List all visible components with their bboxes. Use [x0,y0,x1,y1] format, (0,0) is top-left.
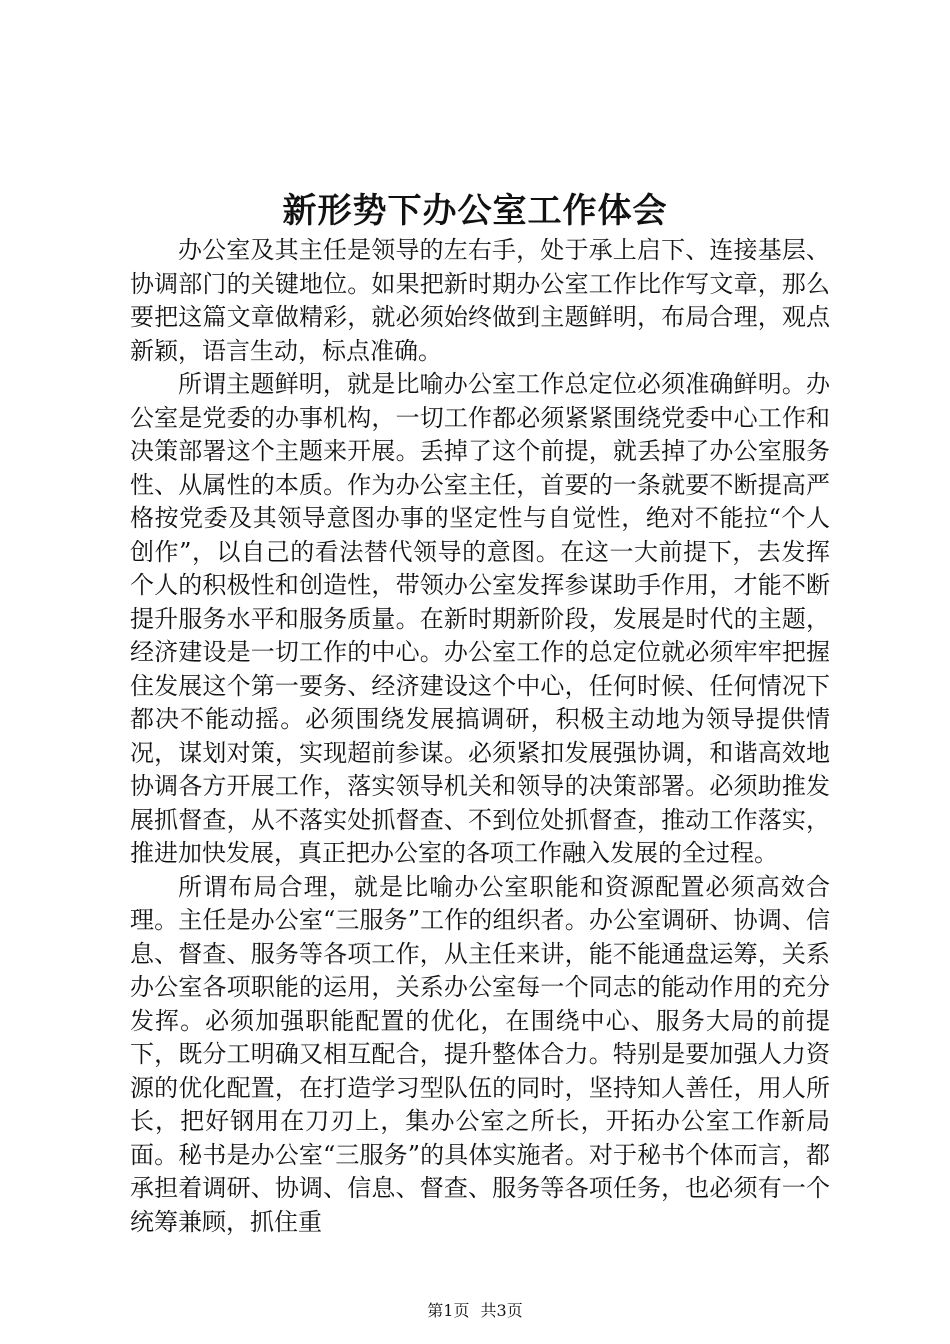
page-number-total: 共3页 [480,1301,523,1320]
document-title: 新形势下办公室工作体会 [282,191,668,231]
page-number-current: 第1页 [427,1301,470,1320]
paragraph-layout: 所谓布局合理，就是比喻办公室职能和资源配置必须高效合理。主任是办公室“三服务”工作的组织者。办公室调研、协调、信息、督查、服务等各项工作，从主任来讲，能不能通盘运筹，关系办公室各项职能的运用，关系办公室每一个同志的能动作用的充分发挥。必须加强职能配置的优化，在围绕中心、服务大局的前提下，既分工明确又相互配合，提升整体合力。特别是要加强人力资源的优化配置，在打造学习型队伍的同时，坚持知人善任，用人所长，把好钢用在刀刃上，集办公室之所长，开拓办公室工作新局面。秘书是办公室“三服务”的具体实施者。对于秘书个体而言，都承担着调研、协调、信息、督查、服务等各项任务，也必须有一个统筹兼顾，抓住重 [130,872,830,1236]
paragraph-theme: 所谓主题鲜明，就是比喻办公室工作总定位必须准确鲜明。办公室是党委的办事机构，一切工作都必须紧紧围绕党委中心工作和决策部署这个主题来开展。丢掉了这个前提，就丢掉了办公室服务性、从属性的本质。作为办公室主任，首要的一条就要不断提高严格按党委及其领导意图办事的坚定性与自觉性，绝对不能拉“个人创作”，以自己的看法替代领导的意图。在这一大前提下，去发挥个人的积极性和创造性，带领办公室发挥参谋助手作用，才能不断提升服务水平和服务质量。在新时期新阶段，发展是时代的主题，经济建设是一切工作的中心。办公室工作的总定位就必须牢牢把握住发展这个第一要务、经济建设这个中心，任何时候、任何情况下都决不能动摇。必须围绕发展搞调研，积极主动地为领导提供情况，谋划对策，实现超前参谋。必须紧扣发展强协调，和谐高效地协调各方开展工作，落实领导机关和领导的决策部署。必须助推发展抓督查，从不落实处抓督查、不到位处抓督查，推动工作落实，推进加快发展，真正把办公室的各项工作融入发展的全过程。 [130,370,830,867]
paragraph-intro: 办公室及其主任是领导的左右手，处于承上启下、连接基层、协调部门的关键地位。如果把新时期办公室工作比作写文章，那么要把这篇文章做精彩，就必须始终做到主题鲜明，布局合理，观点新颖，语言生动，标点准确。 [130,236,830,365]
page-footer [0,1300,950,1322]
document-body [130,234,830,1239]
